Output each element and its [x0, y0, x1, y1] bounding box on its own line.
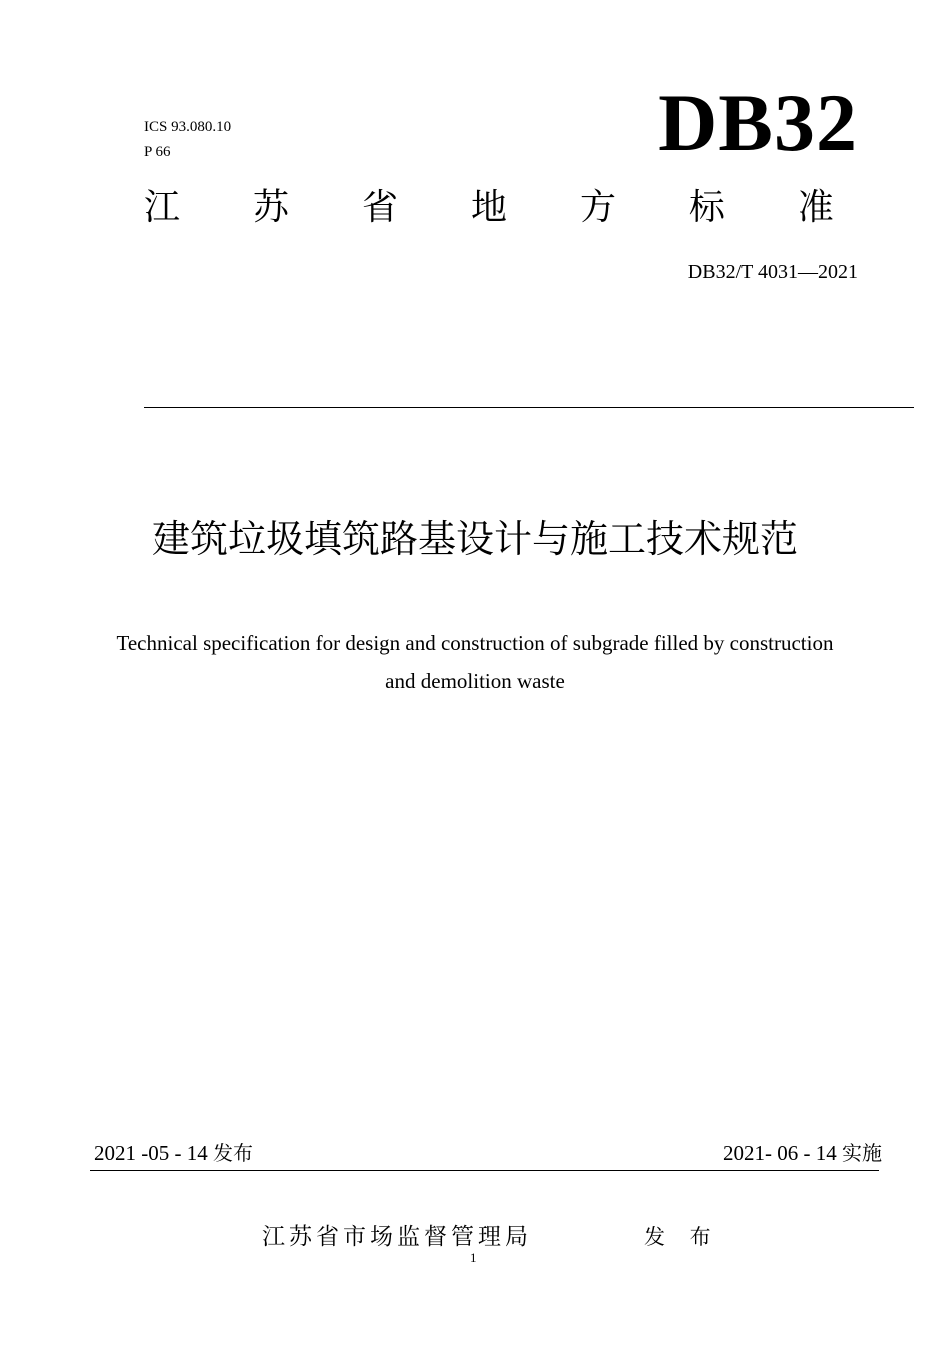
implement-label: 实施 — [842, 1141, 882, 1165]
bottom-divider — [90, 1170, 879, 1171]
ics-code: ICS 93.080.10 — [144, 119, 232, 135]
standard-type-char: 地 — [470, 187, 507, 228]
title-chinese: 建筑垃圾填筑路基设计与施工技术规范 — [151, 517, 798, 561]
issuing-authority: 江苏省市场监督管理局 — [262, 1224, 532, 1250]
publish-date-value: 2021 -05 - 14 — [94, 1141, 208, 1165]
standard-type-char: 省 — [361, 187, 398, 228]
ccs-code: P 66 — [144, 144, 171, 160]
publish-date — [94, 1140, 253, 1166]
page-number: 1 — [470, 1250, 477, 1265]
top-divider — [144, 407, 914, 408]
standard-type-char: 准 — [797, 187, 834, 228]
standard-type-char: 苏 — [252, 187, 289, 228]
title-english — [40, 624, 910, 700]
standard-type-char: 标 — [688, 187, 725, 228]
issue-label: 发 布 — [644, 1225, 720, 1249]
standard-type-char: 江 — [144, 187, 181, 228]
standard-type — [144, 186, 834, 230]
title-english-line-1: Technical specification for design and construction of subgrade filled by construction — [116, 631, 834, 655]
db32-logo: DB32 — [658, 77, 858, 168]
standard-type-char: 方 — [579, 187, 616, 228]
implement-date-value: 2021- 06 - 14 — [723, 1141, 837, 1165]
implement-date — [723, 1140, 882, 1166]
title-english-line-2: and demolition waste — [385, 669, 565, 693]
publish-label: 发布 — [213, 1141, 253, 1165]
standard-number: DB32/T 4031—2021 — [687, 261, 858, 283]
